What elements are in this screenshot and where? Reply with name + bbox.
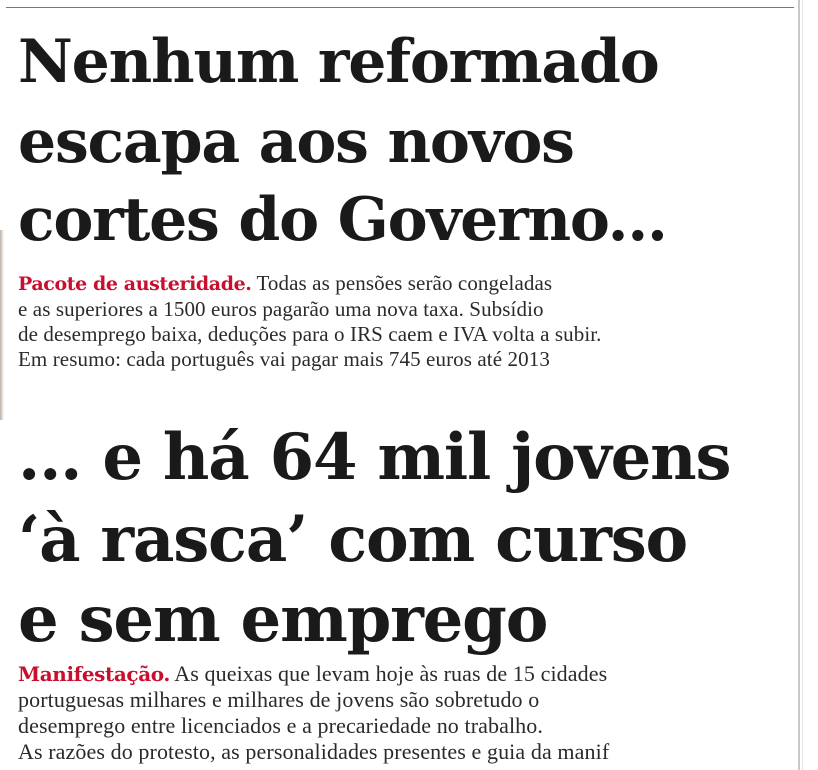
- story1-deck-line-1: [18, 271, 602, 297]
- story1-deck-line-3: de desemprego baixa, deduções para o IRS caem e IVA volta a subir.: [18, 322, 602, 346]
- story1-deck-line-4: Em resumo: cada português vai pagar mais 745 euros até 2013: [18, 347, 550, 371]
- story2-deck-line-4: As razões do protesto, as personalidades presentes e guia da manif: [18, 739, 610, 764]
- story2-headline-line-1: ... e há 64 mil jovens: [18, 420, 731, 495]
- story1-headline-line-2: escapa aos novos: [18, 107, 574, 177]
- story1-headline-line-1: Nenhum reformado: [18, 27, 659, 97]
- story2-deck-line-1: [18, 661, 609, 687]
- story2-kicker: Manifestação.: [18, 662, 170, 686]
- page-edge-shadow: [0, 230, 4, 420]
- story2-headline-line-3: e sem emprego: [18, 582, 548, 657]
- story2-deck-line-2: portuguesas milhares e milhares de jovens são sobretudo o: [18, 687, 540, 712]
- column-divider: [798, 0, 800, 770]
- story1-deck-first: Todas as pensões serão congeladas: [251, 271, 553, 295]
- story2-deck: [18, 661, 609, 765]
- story2-deck-first: As queixas que levam hoje às ruas de 15 cidades: [169, 661, 608, 686]
- story2-headline-line-2: ‘à rasca’ com curso: [18, 502, 688, 577]
- story1-headline-line-3: cortes do Governo...: [18, 185, 667, 255]
- story2-deck-line-3: desemprego entre licenciados e a precariedade no trabalho.: [18, 713, 543, 738]
- column-divider-shadow: [802, 0, 803, 770]
- top-rule: [6, 7, 794, 8]
- story1-deck: [18, 271, 602, 372]
- story1-deck-line-2: e as superiores a 1500 euros pagarão uma nova taxa. Subsídio: [18, 297, 544, 321]
- story1-kicker: Pacote de austeridade.: [18, 273, 252, 295]
